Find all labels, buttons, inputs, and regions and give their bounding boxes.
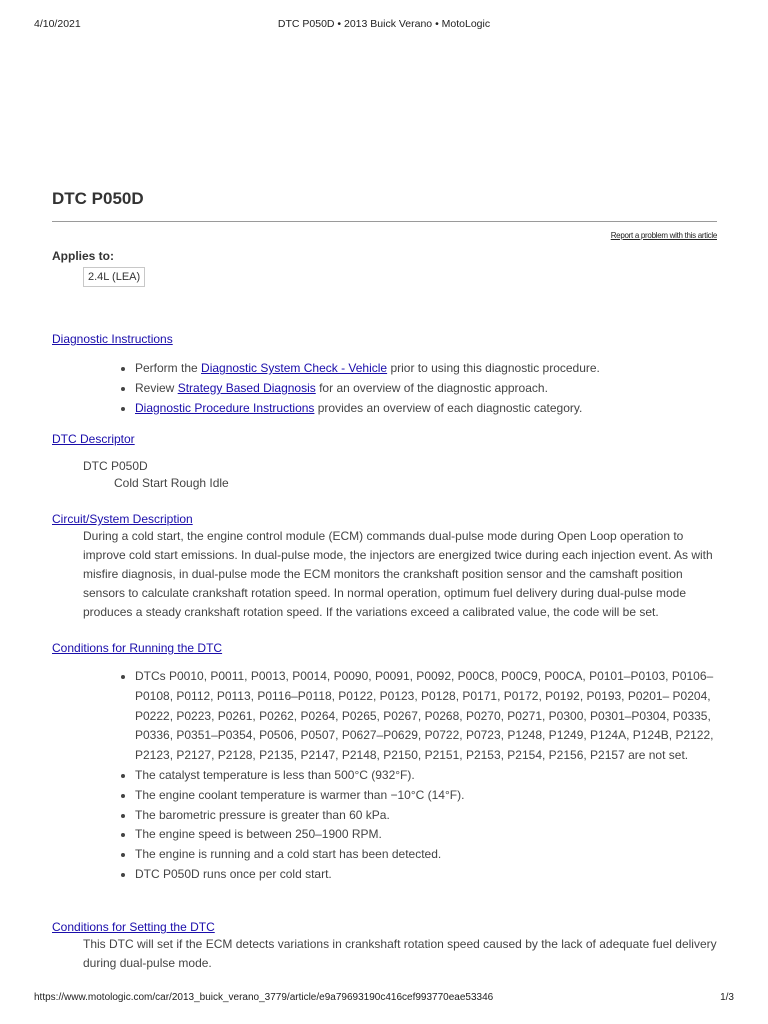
diagnostic-system-check-link[interactable]: Diagnostic System Check - Vehicle [201,361,388,375]
title-divider [52,221,717,222]
print-page-title: DTC P050D • 2013 Buick Verano • MotoLogic [277,18,491,30]
list-item: • DTCs P0010, P0011, P0013, P0014, P0090, P0091, P0092, P00C8, P00C9, P00CA, P0101–P0103, P0106–P0108, P0112, P0113, P0116–P0118, P0122, P0123, P0128, P0171, P0172, P0192, P0193, P0201– P0204, P0222, P0223, P0261, P0262, P0264, P0265, P0267, P0268, P0270, P0271, P0300, P0301–P0304, P0335, P0336, P0351–P0354, P0506, P0507, P0627–P0629, P0722, P0723, P1248, P1249, P124A, P124B, P2122, P2123, P2127, P2128, P2135, P2147, P2148, P2150, P2151, P2153, P2154, P2156, P2157 are not set. [135,667,735,766]
list-item-text: prior to using this diagnostic procedure. [387,361,600,375]
list-item-text: Review [135,380,178,395]
engine-badge: 2.4L (LEA) [83,267,145,287]
list-item-text: for an overview of the diagnostic approach. [315,380,548,395]
dtc-descriptor-heading[interactable]: DTC Descriptor [52,432,135,446]
list-item: • The engine coolant temperature is warmer than −10°C (14°F). [135,786,735,806]
list-item: • The barometric pressure is greater than 60 kPa. [135,806,735,826]
list-item: • The engine is running and a cold start has been detected. [135,845,735,865]
applies-to-label: Applies to: [52,249,114,263]
report-problem-link[interactable]: Report a problem with this article [610,231,717,240]
dtc-code: DTC P050D [83,459,148,473]
conditions-setting-text: This DTC will set if the ECM detects variations in crankshaft rotation speed caused by the lack of adequate fuel delivery during dual-pulse mode. [83,937,717,970]
list-item [135,399,735,419]
list-item [135,359,735,379]
diagnostic-instructions-heading[interactable]: Diagnostic Instructions [52,332,173,346]
conditions-running-list [118,667,735,885]
list-item: • The engine speed is between 250–1900 RPM. [135,825,735,845]
strategy-based-diagnosis-link[interactable]: Strategy Based Diagnosis [177,380,316,395]
diagnostic-instructions-list [118,359,735,418]
page-title: DTC P050D [52,189,144,208]
conditions-setting-heading[interactable]: Conditions for Setting the DTC [52,920,215,934]
circuit-description-heading[interactable]: Circuit/System Description [52,512,193,526]
list-item: • DTC P050D runs once per cold start. [135,865,735,885]
list-item-text: provides an overview of each diagnostic category. [314,400,583,415]
dtc-description: Cold Start Rough Idle [114,476,229,490]
print-date: 4/10/2021 [34,18,81,30]
conditions-running-heading[interactable]: Conditions for Running the DTC [52,641,223,655]
list-item-text: Perform the [135,361,202,375]
list-item: • The catalyst temperature is less than 500°C (932°F). [135,766,735,786]
diagnostic-procedure-instructions-link[interactable]: Diagnostic Procedure Instructions [135,400,315,415]
list-item [135,379,735,399]
print-url: https://www.motologic.com/car/2013_buick_verano_3779/article/e9a79693190c416cef993770eae53346 [34,992,494,1003]
print-page-number: 1/3 [720,992,734,1003]
circuit-description-text: During a cold start, the engine control module (ECM) commands dual-pulse mode during Open Loop operation to improve cold start emissions. In dual-pulse mode, the injectors are energized twice during each injection event. As with misfire diagnosis, in dual-pulse mode the ECM monitors the crankshaft position sensor and the camshaft position sensors to calculate crankshaft rotation speed. In normal operation, optimum fuel delivery during dual-pulse mode produces a steady crankshaft rotation speed. If the variations exceed a calibrated value, the code will be set. [83,529,713,619]
